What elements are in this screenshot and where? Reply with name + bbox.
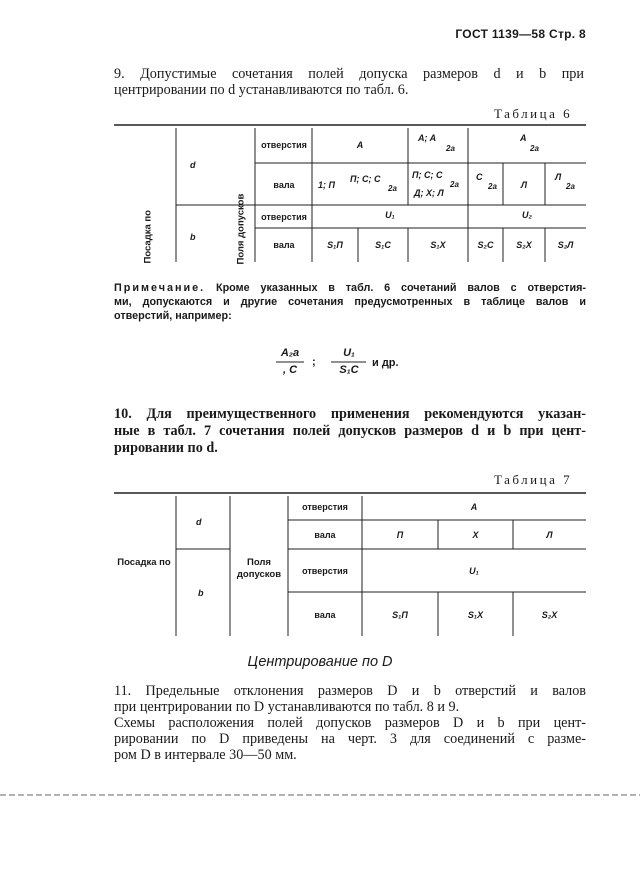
table7-col-fit: Посадка по [117,557,171,568]
t6-b-shaft-label: вала [273,240,295,250]
para10-line2: ные в табл. 7 сочетания полей допусков размеров d и b при цент- [114,423,586,439]
t6-d-hole-AA2a-sub: 2a [446,144,455,153]
para10-line3: рировании по d. [114,440,218,456]
t7-b-shaft-2: S₁X [467,610,484,620]
t6-b-shaft-6: S₂Л [557,240,574,250]
t6-b-shaft-2: S₁C [375,240,391,250]
t6-d-shaft-2-sub: 2a [388,184,397,193]
t7-b-hole-label: отверстия [302,566,348,576]
t7-d-shaft-label: вала [314,530,336,540]
t7-b-shaft-1: S₁П [392,610,408,620]
para10-line1: 10. Для преимущественного применения рекомендуются указан- [114,406,586,422]
formula-den1: , C [282,364,298,376]
table7-col-fields: Поля допусков [236,557,282,580]
table6-row-b: b [190,232,196,242]
t7-d-hole-label: отверстия [302,502,348,512]
t6-b-hole-label: отверстия [261,212,307,222]
t6-d-shaft-2: П; С; С [350,174,381,184]
t6-d-shaft-4: С [476,172,483,182]
formula-num1: A₂a [280,347,300,359]
formula-tail: и др. [372,357,399,369]
t6-d-hole-label: отверстия [261,140,307,150]
t6-d-shaft-4-sub: 2a [488,182,497,191]
t7-d-shaft-3: Л [546,530,553,540]
note6-line3: отверстий, например: [114,310,232,322]
t7-b-hole: U₁ [469,566,479,576]
t7-d-hole: A [470,502,478,512]
t6-d-shaft-5: Л [520,180,528,190]
page-header: ГОСТ 1139—58 Стр. 8 [455,27,586,41]
t7-b-shaft-3: S₂X [541,610,558,620]
t6-d-shaft-6: Л [555,172,562,182]
table6-row-d: d [190,160,196,170]
para11-line4: рировании по D приведены на черт. 3 для соединений с разме- [114,731,586,747]
t6-d-shaft-label: вала [273,180,295,190]
para11-line2: при центрировании по D устанавливаются по табл. 8 и 9. [114,699,460,715]
note6-line2: ми, допускаются и другие сочетания предусмотренных в таблице валов и [114,296,586,308]
t7-b-shaft-label: вала [314,610,336,620]
t6-b-shaft-1: S₁П [327,240,343,250]
table7-row-b: b [198,588,204,598]
t6-d-shaft-3b: Д; Х; Л [414,188,444,198]
table6-col-fit: Посадка по [142,210,154,264]
t6-b-shaft-5: S₂X [516,240,532,250]
t7-d-shaft-1: П [396,530,404,540]
formula-den2: S₁C [339,364,359,376]
table6-title: Таблица 6 [494,106,573,121]
t6-d-hole-A2a-sub: 2a [530,144,539,153]
t7-d-shaft-2: X [472,530,479,540]
para11-line3: Схемы расположения полей допусков размеров D и b при цент- [114,715,586,731]
para11-line5: ром D в интервале 30—50 мм. [114,747,297,763]
table7-row-d: d [196,517,202,527]
t6-b-hole-U1: U₁ [385,210,395,220]
t6-d-hole-AA2a: A; A [418,133,437,143]
t6-d-shaft-1: 1; П [318,180,335,190]
table6-col-fields: Поля допусков [235,193,247,265]
t6-d-shaft-6-sub: 2a [566,182,575,191]
t6-d-hole-A: A [356,140,364,150]
t6-b-shaft-3: S₁X [430,240,446,250]
para9-line2: центрировании по d устанавливаются по табл. 6. [114,82,409,98]
para9-line1: 9. Допустимые сочетания полей допуска размеров d и b при [114,66,584,82]
t6-b-hole-U2: U₂ [522,210,532,220]
formula-num2: U₁ [343,347,355,359]
t6-b-shaft-4: S₂C [477,240,494,250]
t6-d-shaft-3a: П; С; С [412,170,443,180]
table7-title: Таблица 7 [494,472,573,487]
note6-line1: Примечание. Кроме указанных в табл. 6 сочетаний валов с отверстия- [114,282,586,294]
para11-line1: 11. Предельные отклонения размеров D и b отверстий и валов [114,683,586,699]
section-title: Центрирование по D [247,654,393,670]
t6-d-hole-A2a: A [520,133,527,143]
formula-sep: ; [312,356,316,368]
t6-d-shaft-3a-sub: 2a [450,180,459,189]
